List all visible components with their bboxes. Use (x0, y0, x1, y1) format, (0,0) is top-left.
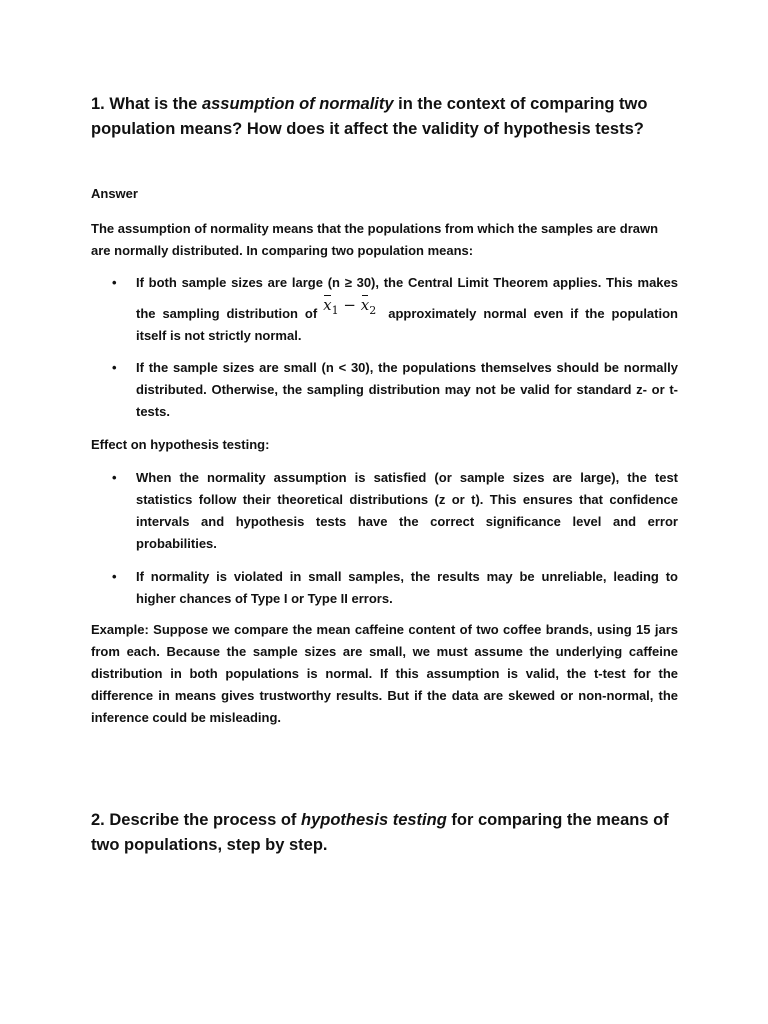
question-2-heading (91, 808, 691, 858)
bullet-text-after-formula: approximately normal even if the population itself is not strictly normal. (136, 306, 678, 343)
intro-paragraph: The assumption of normality means that the populations from which the samples are drawn are normally distributed. In comparing two population means: (91, 221, 659, 258)
list-item (110, 566, 678, 610)
effect-heading: Effect on hypothesis testing: (91, 437, 270, 452)
question-1-heading (91, 92, 691, 142)
bullet-text: When the normality assumption is satisfied (or sample sizes are large), the test statistics follow their theoretical distributions (z or t). This ensures that confidence intervals and hypothesis tests have the correct significance level and error probabilities. (136, 470, 678, 551)
bullet-text-before-formula: If both sample sizes are large (n ≥ 30), the Central Limit Theorem applies. This makes the sampling distribution of (136, 275, 678, 321)
bullet-marker: • (112, 470, 117, 485)
formula-var-1: x (323, 296, 332, 314)
question-2-text-after: for comparing the means of two populations, step by step. (91, 811, 669, 854)
question-2-number: 2. (91, 811, 105, 829)
bullet-marker: • (112, 360, 117, 375)
formula-var-2: x (360, 296, 370, 314)
list-item (110, 272, 678, 347)
list-item (110, 467, 678, 555)
formula-sub-2: 2 (369, 304, 377, 317)
formula-sub-1: 1 (331, 304, 339, 317)
bullet-text: If normality is violated in small samples, the results may be unreliable, leading to higher chances of Type I or Type II errors. (136, 569, 678, 606)
bullet-marker: • (112, 569, 117, 584)
formula-operator: − (343, 296, 356, 314)
clt-bullet-list (110, 272, 678, 423)
bullet-text: If the sample sizes are small (n < 30), the populations themselves should be normally distributed. Otherwise, the sampling distribution may not be valid for standard z- or t-tests. (136, 360, 678, 419)
question-1-number: 1. (91, 95, 105, 113)
question-2-text-before: Describe the process of (104, 811, 302, 829)
list-item (110, 357, 678, 423)
bullet-marker: • (112, 275, 117, 290)
example-paragraph: Example: Suppose we compare the mean caffeine content of two coffee brands, using 15 jars from each. Because the sample sizes are small, we must assume the underlying caffeine distribution in both populations is normal. If this assumption is valid, the t-test for the difference in means gives trustworthy results. But if the data are skewed or non-normal, the inference could be misleading. (91, 622, 678, 725)
answer-label: Answer (91, 186, 138, 201)
question-2-emphasis: hypothesis testing (301, 811, 447, 829)
formula-x1-minus-x2 (323, 294, 376, 322)
question-1-emphasis: assumption of normality (201, 95, 394, 113)
effect-bullet-list (110, 467, 678, 610)
question-1-text-before: What is the (104, 95, 202, 113)
question-1-text-after: in the context of comparing two population means? How does it affect the validity of hypothesis tests? (91, 95, 648, 138)
